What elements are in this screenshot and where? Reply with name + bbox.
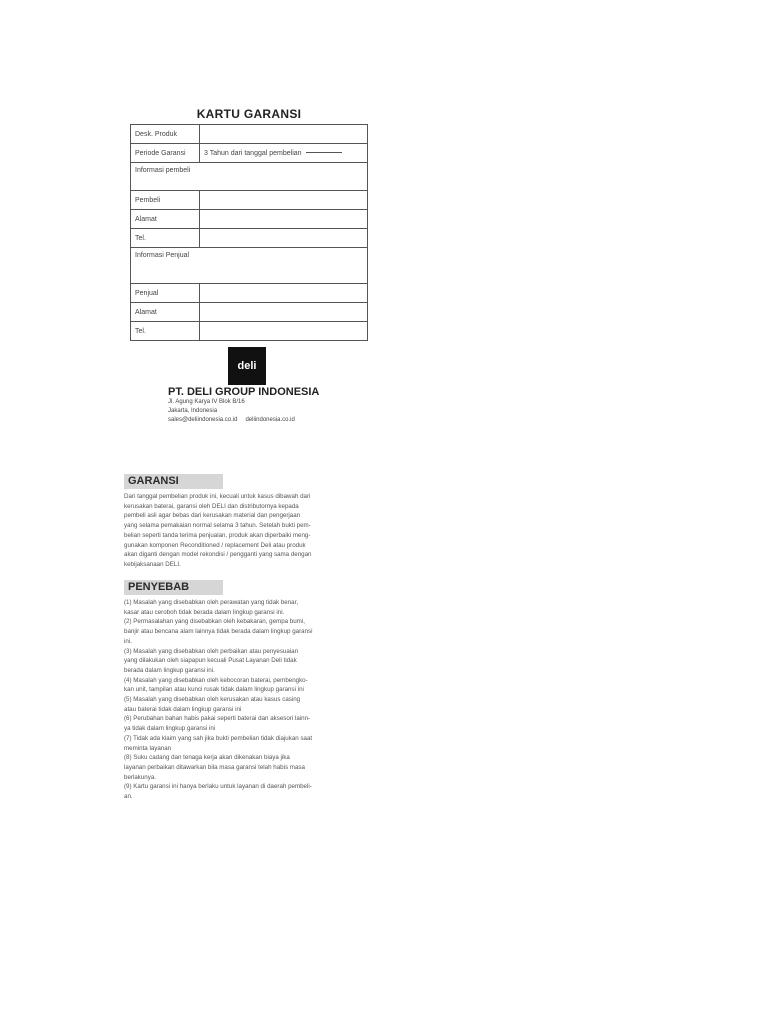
text-line: kerusakan baterai, garansi oleh DELI dan distributornya kepada bbox=[124, 502, 299, 510]
text-line: kasar atau ceroboh tidak berada dalam lingkup garansi ini. bbox=[124, 608, 285, 616]
blank-line bbox=[306, 152, 342, 153]
periode-value: 3 Tahun dari tanggal pembelian bbox=[204, 149, 302, 157]
table-row bbox=[131, 248, 368, 284]
row-value bbox=[200, 284, 368, 303]
text-line: (9) Kartu garansi ini hanya berlaku untuk layanan di daerah pembeli- bbox=[124, 783, 312, 791]
table-row bbox=[131, 163, 368, 191]
text-line: berada dalam lingkup garansi ini. bbox=[124, 666, 215, 674]
text-line: akan diganti dengan model rekondisi / pengganti yang sama dengan bbox=[124, 551, 312, 559]
row-label: Alamat bbox=[131, 210, 200, 229]
text-line: kan unit, tampilan atau kunci rusak tidak dalam lingkup garansi ini bbox=[124, 686, 304, 694]
company-name: PT. DELI GROUP INDONESIA bbox=[168, 386, 320, 398]
section-label: Informasi pembeli bbox=[131, 163, 368, 191]
table-row bbox=[131, 125, 368, 144]
text-line: ya tidak dalam lingkup garansi ini bbox=[124, 725, 216, 733]
row-value bbox=[200, 303, 368, 322]
text-line: (1) Masalah yang disebabkan oleh perawatan yang tidak benar, bbox=[124, 599, 299, 606]
penyebab-text bbox=[124, 598, 368, 802]
text-line: (8) Suku cadang dan tenaga kerja akan dikenakan biaya jika bbox=[124, 754, 290, 762]
warranty-card-table bbox=[130, 124, 368, 341]
row-label: Penjual bbox=[131, 284, 200, 303]
text-line: ini. bbox=[124, 637, 132, 645]
text-line: yang dilakukan oleh siapapun kecuali Pusat Layanan Deli tidak bbox=[124, 657, 297, 665]
row-label: Desk. Produk bbox=[131, 125, 200, 144]
text-line: belian seperti tanda terima penjualan, produk akan diperbaiki meng- bbox=[124, 531, 311, 539]
row-value bbox=[200, 322, 368, 341]
table-row bbox=[131, 284, 368, 303]
row-value bbox=[200, 229, 368, 248]
row-value bbox=[200, 191, 368, 210]
table-row bbox=[131, 144, 368, 163]
text-line: (3) Masalah yang disebabkan oleh perbaikan atau penyesuaian bbox=[124, 647, 299, 655]
row-value bbox=[200, 144, 368, 163]
row-label: Tel. bbox=[131, 322, 200, 341]
company-email: sales@deliindonesia.co.id bbox=[168, 417, 238, 423]
text-line: pembeli asli agar bebas dari kerusakan material dan pengerjaan bbox=[124, 512, 301, 520]
company-website: deliindonesia.co.id bbox=[245, 417, 295, 423]
card-title: KARTU GARANSI bbox=[196, 107, 302, 121]
row-label: Pembeli bbox=[131, 191, 200, 210]
penyebab-heading: PENYEBAB bbox=[124, 580, 223, 595]
company-contact bbox=[168, 417, 295, 423]
text-line: berlakunya. bbox=[124, 773, 156, 781]
row-value bbox=[200, 125, 368, 144]
garansi-text bbox=[124, 492, 368, 570]
text-line: gunakan komponen Reconditioned / replacement Deli atau produk bbox=[124, 541, 306, 549]
table-row bbox=[131, 322, 368, 341]
row-label: Alamat bbox=[131, 303, 200, 322]
company-address: Jl. Agung Karya IV Blok B/16 bbox=[168, 399, 245, 405]
text-line: (5) Masalah yang disebabkan oleh kerusakan atau kasus casing bbox=[124, 696, 301, 704]
text-line: an. bbox=[124, 793, 133, 801]
row-label: Tel. bbox=[131, 229, 200, 248]
deli-logo: deli bbox=[228, 347, 266, 385]
row-value bbox=[200, 210, 368, 229]
table-row bbox=[131, 303, 368, 322]
text-line: (4) Masalah yang disebabkan oleh kebocoran baterai, pembengko- bbox=[124, 676, 308, 684]
text-line: (2) Permasalahan yang disebabkan oleh kebakaran, gempa bumi, bbox=[124, 618, 305, 626]
table-row bbox=[131, 191, 368, 210]
text-line: Dari tanggal pembelian produk ini, kecuali untuk kasus dibawah dari bbox=[124, 493, 311, 500]
text-line: atau baterai tidak dalam lingkup garansi ini bbox=[124, 705, 242, 713]
section-label: Informasi Penjual bbox=[131, 248, 368, 284]
garansi-heading: GARANSI bbox=[124, 474, 223, 489]
text-line: yang selama pemakaian normal selama 3 tahun. Setelah bukti pem- bbox=[124, 522, 311, 530]
text-line: meminta layanan bbox=[124, 744, 172, 752]
text-line: (7) Tidak ada klaim yang sah jika bukti pembelian tidak diajukan saat bbox=[124, 734, 313, 742]
table-row bbox=[131, 210, 368, 229]
text-line: kebijaksanaan DELI. bbox=[124, 560, 181, 568]
row-label: Periode Garansi bbox=[131, 144, 200, 163]
table-row bbox=[131, 229, 368, 248]
text-line: layanan perbaikan ditawarkan bila masa garansi telah habis masa bbox=[124, 763, 305, 771]
company-city: Jakarta, Indonesia bbox=[168, 408, 218, 414]
text-line: (6) Perubahan bahan habis pakai seperti baterai dan aksesori lainn- bbox=[124, 715, 311, 723]
text-line: banjir atau bencana alam lainnya tidak berada dalam lingkup garansi bbox=[124, 628, 313, 636]
